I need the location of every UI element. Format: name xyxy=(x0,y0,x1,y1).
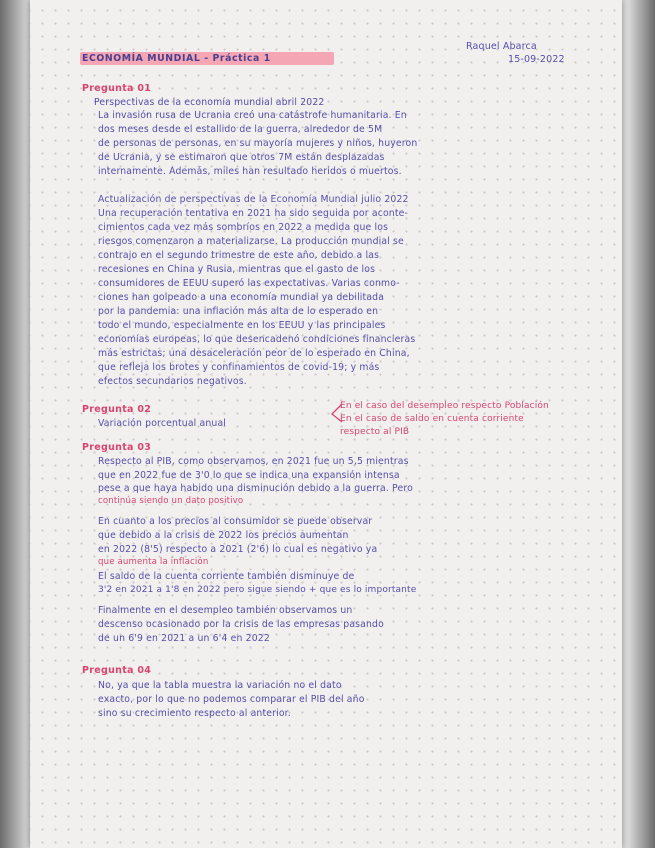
q1-line: cimientos cada vez más sombríos en 2022 a medida que los xyxy=(98,222,389,233)
question-2-heading: Pregunta 02 xyxy=(82,404,152,415)
page-title: ECONOMÍA MUNDIAL - Práctica 1 xyxy=(82,53,271,64)
q1-line: La invasión rusa de Ucrania creó una catástrofe humanitaria. En xyxy=(98,110,407,121)
q3-line: pese a que haya habido una disminución debido a la guerra. Pero xyxy=(98,483,413,494)
q3-line: 3'2 en 2021 a 1'8 en 2022 pero sigue siendo + que es lo importante xyxy=(98,585,417,595)
q3-line: descenso ocasionado por la crisis de las empresas pasando xyxy=(98,619,384,630)
author-name: Raquel Abarca xyxy=(466,41,537,52)
q3-line: Respecto al PIB, como observamos, en 2021 fue un 5,5 mientras xyxy=(98,456,409,467)
q1-line: que refleja los brotes y confinamientos de covid-19; y más xyxy=(98,362,380,373)
q3-line: que aumenta la inflación xyxy=(98,557,209,567)
q1-line: de Ucrania, y se estimaron que otros 7M están desplazadas xyxy=(98,152,385,163)
notebook-page xyxy=(30,0,622,848)
q3-line: que en 2022 fue de 3'0 lo que se indica una expansión intensa xyxy=(98,470,400,481)
q1-line: efectos secundarios negativos. xyxy=(98,376,247,387)
q2-text: Variación porcentual anual xyxy=(98,418,227,429)
question-3-heading: Pregunta 03 xyxy=(82,442,152,453)
q1-line: de personas de personas, en su mayoría mujeres y niños, huyeron xyxy=(98,138,418,149)
date: 15-09-2022 xyxy=(508,54,565,65)
q1-line: Perspectivas de la economía mundial abril 2022 xyxy=(94,97,325,108)
q2-note: En el caso de saldo en cuenta corriente xyxy=(340,414,524,424)
q4-line: sino su crecimiento respecto al anterior. xyxy=(98,708,291,719)
q1-line: más estrictas; una desaceleración peor de lo esperado en China, xyxy=(98,348,410,359)
q3-line: en 2022 (8'5) respecto a 2021 (2'6) lo cual es negativo ya xyxy=(98,544,378,555)
q3-line: que debido a la crisis de 2022 los precios aumentan xyxy=(98,530,349,541)
q1-line: ciones han golpeado a una economía mundial ya debilitada xyxy=(98,292,385,303)
q1-line: Una recuperación tentativa en 2021 ha sido seguida por aconte- xyxy=(98,208,409,219)
q3-line: El saldo de la cuenta corriente también disminuye de xyxy=(98,571,355,582)
q1-line: consumidores de EEUU superó las expectativas. Varias conmo- xyxy=(98,278,400,289)
q4-line: No, ya que la tabla muestra la variación no el dato xyxy=(98,680,342,691)
q3-line: En cuanto a los precios al consumidor se puede observar xyxy=(98,516,373,527)
q3-line: de un 6'9 en 2021 a un 6'4 en 2022 xyxy=(98,633,270,644)
q1-line: contrajo en el segundo trimestre de este año, debido a las xyxy=(98,250,380,261)
question-4-heading: Pregunta 04 xyxy=(82,665,152,676)
q1-line: economías europeas, lo que desencadenó condiciones financieras xyxy=(98,334,416,345)
q2-note: En el caso del desempleo respecto Población xyxy=(340,401,549,411)
question-1-heading: Pregunta 01 xyxy=(82,83,152,94)
q3-line: continúa siendo un dato positivo xyxy=(98,496,244,506)
q1-line: internamente. Además, miles han resultado heridos o muertos. xyxy=(98,166,402,177)
q1-line: todo el mundo, especialmente en los EEUU y las principales xyxy=(98,320,386,331)
q4-line: exacto, por lo que no podemos comparar el PIB del año xyxy=(98,694,365,705)
q2-note: respecto al PIB xyxy=(340,427,410,437)
q1-line: recesiones en China y Rusia, mientras que el gasto de los xyxy=(98,264,376,275)
q1-line: Actualización de perspectivas de la Economía Mundial julio 2022 xyxy=(98,194,409,205)
q1-line: riesgos comenzaron a materializarse. La producción mundial se xyxy=(98,236,404,247)
q1-line: dos meses desde el estallido de la guerra, alrededor de 5M xyxy=(98,124,383,135)
q1-line: por la pandemia: una inflación más alta de lo esperado en xyxy=(98,306,379,317)
q3-line: Finalmente en el desempleo también observamos un xyxy=(98,605,353,616)
